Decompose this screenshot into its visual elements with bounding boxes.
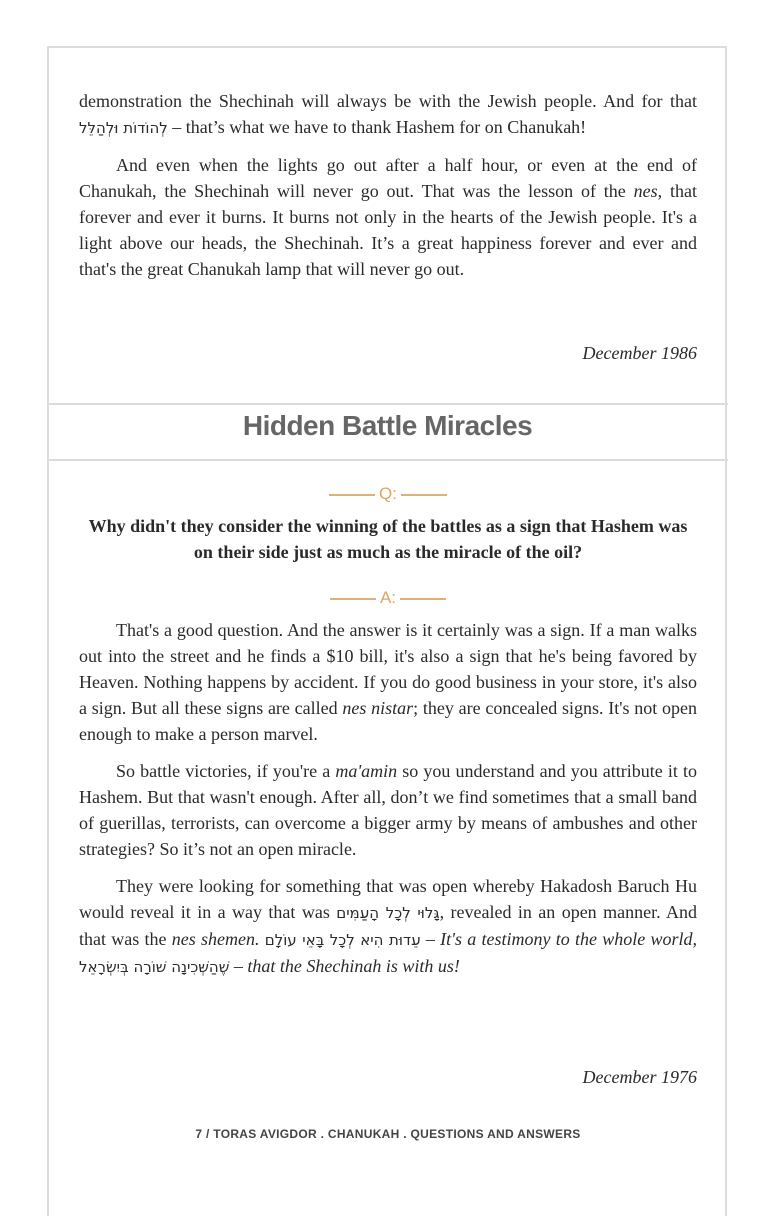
hebrew-text: שֶׁהַשְּׁכִינָה שׁוֹרָה בְּיִשְׂרָאֵל xyxy=(79,958,230,976)
paragraph xyxy=(79,758,697,862)
rule xyxy=(330,598,376,600)
hebrew-text: עֵדוּת הִיא לְכָל בָּאֵי עוֹלָם xyxy=(264,931,421,949)
question-marker xyxy=(0,484,776,504)
italic-text: ma'amin xyxy=(335,761,398,781)
divider xyxy=(47,459,728,461)
divider xyxy=(47,403,728,405)
hebrew-text: גָּלוּי לְכָל הָעַמִּים xyxy=(336,904,440,922)
paragraph xyxy=(79,617,697,747)
answer-text xyxy=(79,617,697,991)
date: December 1976 xyxy=(582,1067,697,1087)
text: And even when the lights go out after a half hour, or even at the end of Chanukah, the Shechinah will never go out. That was the lesson of the xyxy=(79,155,697,201)
question-text: Why didn't they consider the winning of the battles as a sign that Hashem was on their side just as much as the miracle of the oil? xyxy=(88,516,688,562)
text: – that’s what we have to thank Hashem for on Chanukah! xyxy=(167,117,587,137)
italic-text: nes xyxy=(633,181,658,201)
a-label: A: xyxy=(379,588,397,607)
answer-marker xyxy=(0,588,776,608)
top-text xyxy=(79,88,697,293)
date: December 1986 xyxy=(582,343,697,363)
rule xyxy=(401,494,447,496)
text: So battle victories, if you're a xyxy=(116,761,336,781)
paragraph xyxy=(79,873,697,980)
text: , revealed in an open manner. And that was the xyxy=(79,902,698,949)
text: so you understand and you attribute it to Hashem. But that wasn't enough. After all, don’t we find sometimes that a small band of guerillas, terrorists, can overcome a bigger army by means of ambushes and other strategies? So it’s not an open miracle. xyxy=(79,761,697,859)
italic-text: nes shemen. xyxy=(171,929,260,949)
text: That's a good question. And the answer is it certainly was a sign. If a man walks out into the street and he finds a $10 bill, it's also a sign that he's being favored by Heaven. Nothing happens by accident. If you do good business in your store, it's also a sign. But all these signs are called xyxy=(79,620,697,718)
rule xyxy=(329,494,375,496)
paragraph xyxy=(79,152,697,282)
rule xyxy=(400,598,446,600)
italic-text: – that the Shechinah is with us! xyxy=(229,956,460,976)
text: ; they are concealed signs. It's not open enough to make a person marvel. xyxy=(79,698,697,744)
italic-text: – It's a testimony to the whole world, xyxy=(420,929,697,949)
text: , that forever and ever it burns. It burns not only in the hearts of the Jewish people. It's a light above our heads, the Shechinah. It’s a great happiness forever and ever and that's the great Chanukah lamp that will never go out. xyxy=(79,181,698,279)
q-label: Q: xyxy=(379,484,397,503)
hebrew-text: לְהוֹדוֹת וּלְהַלֵּל xyxy=(79,119,168,137)
text: demonstration the Shechinah will always be with the Jewish people. And for that xyxy=(79,91,697,111)
page-footer: 7 / TORAS AVIGDOR . CHANUKAH . QUESTIONS AND ANSWERS xyxy=(195,1127,581,1141)
paragraph xyxy=(79,88,697,141)
section-title: Hidden Battle Miracles xyxy=(242,410,533,441)
italic-text: nes nistar xyxy=(342,698,414,718)
text: They were looking for something that was open whereby Hakadosh Baruch Hu would reveal it in a way that was xyxy=(79,876,697,922)
